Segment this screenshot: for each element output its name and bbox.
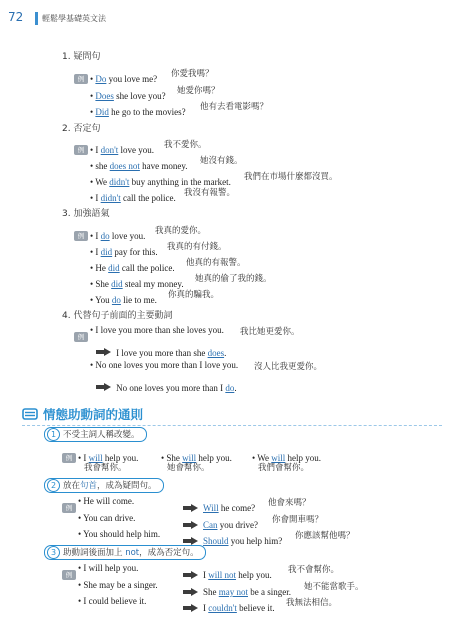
translation: 他有去看電影嗎？ — [200, 102, 269, 112]
example-badge: 例 — [62, 564, 76, 583]
translation: 他真的有報警。 — [186, 258, 246, 268]
translation: 我不會幫你。 — [288, 565, 340, 575]
example-result: I couldn't believe it. — [203, 603, 275, 613]
example-result: I will not help you. — [203, 570, 272, 580]
example-line: • She will help you. — [161, 453, 232, 463]
translation: 我們會幫你。 — [258, 463, 310, 473]
example-result: No one loves you more than I do. — [96, 376, 237, 395]
example-line: • I do love you. — [90, 231, 146, 241]
modal-heading — [22, 405, 143, 423]
translation: 他會來嗎？ — [268, 498, 311, 508]
translation: 我會幫你。 — [84, 463, 127, 473]
example-line: • she does not have money. — [90, 161, 188, 171]
header-bar — [35, 12, 38, 25]
arrow-right-icon — [96, 383, 111, 391]
translation: 她真的偷了我的錢。 — [195, 274, 272, 284]
translation: 我不愛你。 — [164, 140, 207, 150]
translation: 你真的騙我。 — [168, 290, 220, 300]
example-line: • I love you more than she loves you. — [90, 325, 224, 335]
translation: 我沒有報警。 — [184, 188, 236, 198]
example-result: I love you more than she does. — [96, 341, 226, 360]
translation: 你愛我嗎？ — [171, 69, 214, 79]
translation: 沒人比我更愛你。 — [254, 362, 323, 372]
example-line: • You can drive. — [78, 513, 136, 523]
page-number: 72 — [8, 10, 24, 24]
example-line: • We didn't buy anything in the market. — [90, 177, 231, 187]
translation: 你會開車嗎？ — [272, 515, 324, 525]
example-badge: 例 — [62, 497, 76, 516]
example-line: • She did steal my money. — [90, 279, 184, 289]
example-line: • Did he go to the movies? — [90, 107, 186, 117]
translation: 我比她更愛你。 — [240, 327, 300, 337]
rule-3-title: 3 助動詞後面加上 not，成為否定句。 — [44, 545, 206, 560]
rule-1-title: 1 不受主詞人稱改變。 — [44, 427, 147, 442]
translation: 我真的有付錢。 — [167, 242, 227, 252]
modal-heading-text: 情態助動詞的通則 — [43, 407, 144, 422]
translation: 我們在市場什麼都沒買。 — [244, 172, 338, 182]
section-title-emphasis: 3. 加強語氣 — [62, 209, 110, 219]
example-result: Should you help him? — [203, 536, 283, 546]
section-title-substitute: 4. 代替句子前面的主要動詞 — [62, 311, 173, 321]
rule-2-title: 2 放在句首，成為疑問句。 — [44, 478, 164, 493]
example-line: • I don't love you. — [90, 145, 155, 155]
example-result: She may not be a singer. — [203, 587, 291, 597]
section-title-negative: 2. 否定句 — [62, 124, 101, 134]
example-result: Will he come? — [203, 503, 256, 513]
example-line: • I will help you. — [78, 453, 139, 463]
example-line: • Does she love you? — [90, 91, 166, 101]
translation: 她沒有錢。 — [200, 156, 243, 166]
example-line: • I could believe it. — [78, 596, 147, 606]
example-line: • I will help you. — [78, 563, 139, 573]
example-line: • She may be a singer. — [78, 580, 158, 590]
example-line: • He did call the police. — [90, 263, 175, 273]
example-badge: 例 — [74, 139, 88, 158]
example-result: Can you drive? — [203, 520, 258, 530]
book-title: 輕鬆學基礎英文法 — [42, 14, 106, 23]
example-line: • We will help you. — [252, 453, 322, 463]
arrow-right-icon — [183, 597, 198, 616]
example-badge: 例 — [74, 225, 88, 244]
translation: 她愛你嗎？ — [177, 86, 220, 96]
example-line: • Do you love me? — [90, 74, 158, 84]
book-icon — [22, 407, 38, 421]
heading-underline — [22, 425, 442, 426]
section-title-questions: 1. 疑問句 — [62, 52, 101, 62]
translation: 我無法相信。 — [286, 598, 338, 608]
example-line: • I didn't call the police. — [90, 193, 176, 203]
translation: 她會幫你。 — [167, 463, 210, 473]
example-badge: 例 — [74, 326, 88, 345]
example-line: • I did pay for this. — [90, 247, 158, 257]
translation: 你應該幫他嗎？ — [295, 531, 355, 541]
example-line: • You should help him. — [78, 529, 161, 539]
arrow-right-icon — [96, 348, 111, 356]
translation: 她不能當歌手。 — [304, 582, 364, 592]
example-line: • You do lie to me. — [90, 295, 157, 305]
example-line: • He will come. — [78, 496, 135, 506]
example-badge: 例 — [62, 447, 76, 466]
translation: 我真的愛你。 — [155, 226, 207, 236]
example-line: • No one loves you more than I love you. — [90, 360, 239, 370]
example-badge: 例 — [74, 68, 88, 87]
